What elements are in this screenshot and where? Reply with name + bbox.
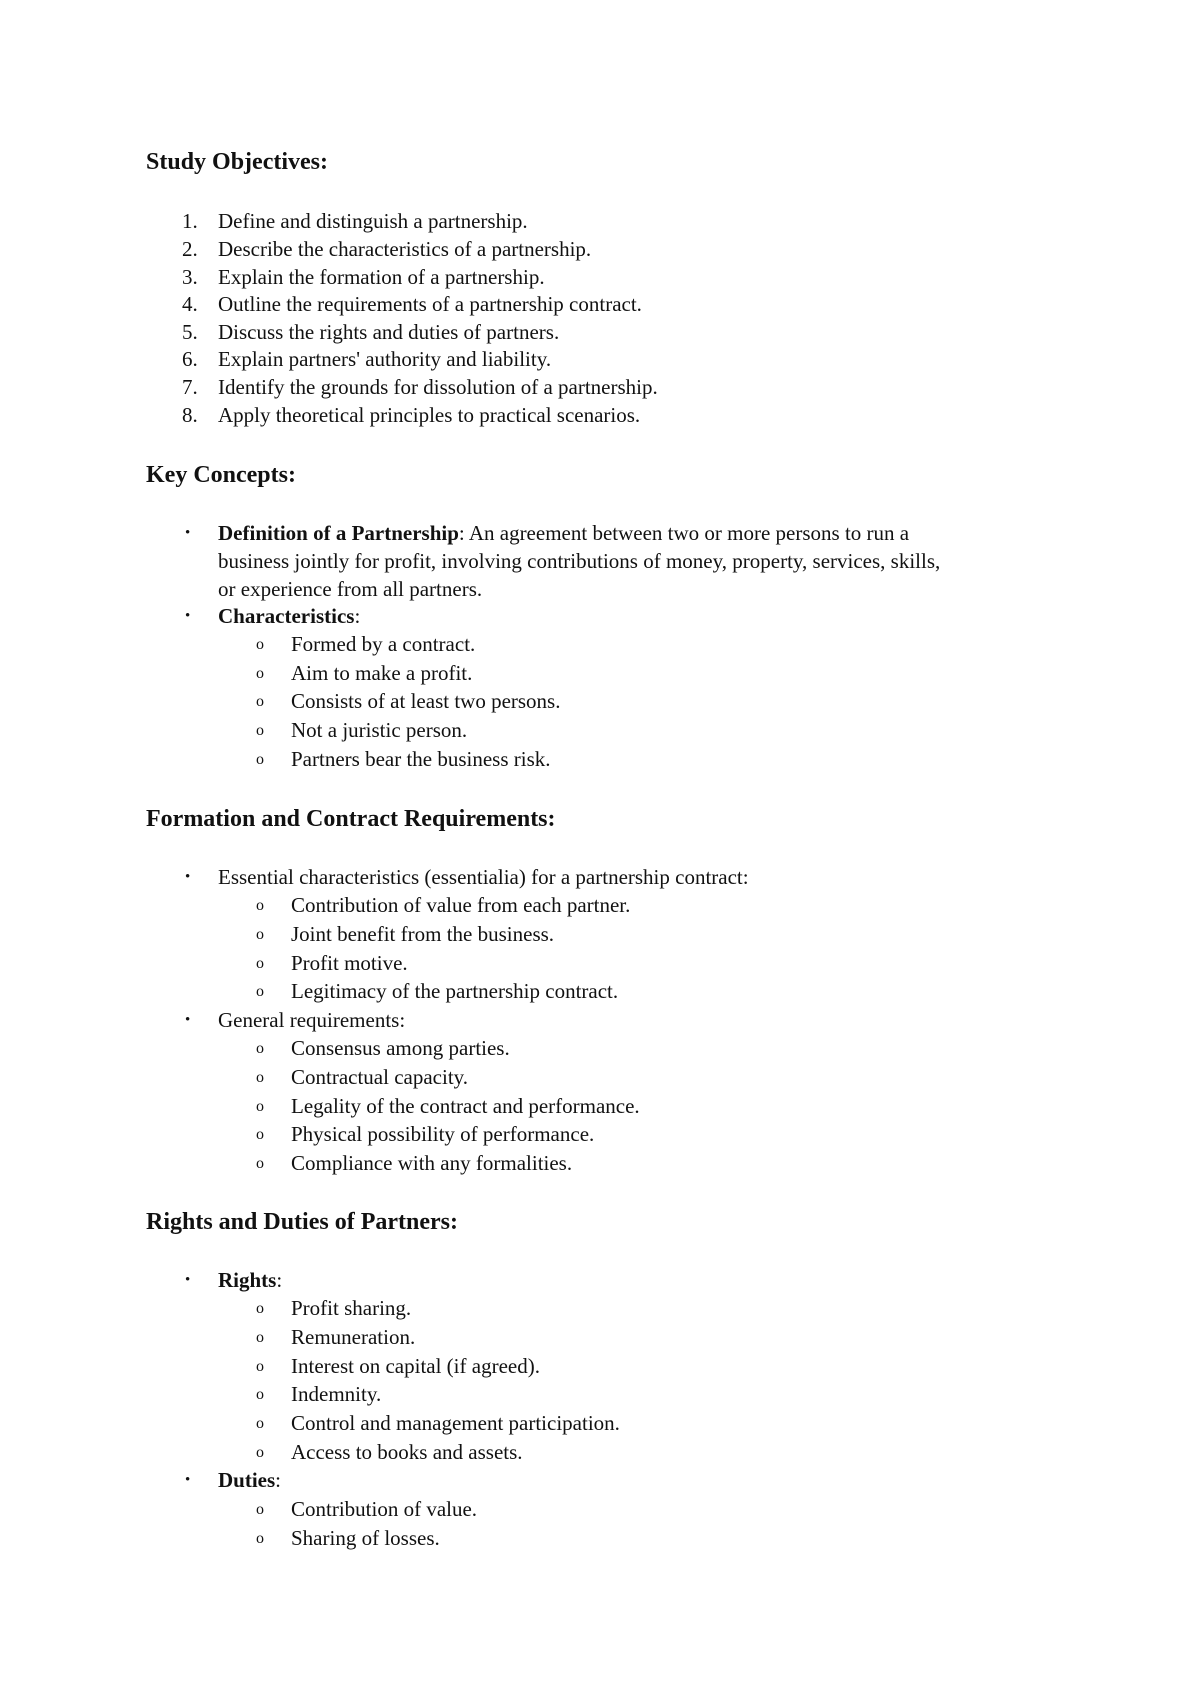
sub-bullet-icon: o <box>256 665 264 682</box>
objective-item: Apply theoretical principles to practical scenarios. <box>218 403 641 427</box>
objective-item: Describe the characteristics of a partnership. <box>218 237 592 261</box>
bullet-icon: • <box>185 869 191 885</box>
sub-bullet-icon: o <box>256 1358 264 1375</box>
definition-line <box>218 520 909 546</box>
list-number: 2. <box>182 237 198 261</box>
right-item: Profit sharing. <box>291 1296 412 1320</box>
characteristic-item: Partners bear the business risk. <box>291 747 551 771</box>
right-item: Access to books and assets. <box>291 1440 523 1464</box>
bullet-icon: • <box>185 1012 191 1028</box>
rights-label <box>218 1267 282 1293</box>
essential-label: Essential characteristics (essentialia) for a partnership contract: <box>218 865 749 889</box>
duties-label <box>218 1467 281 1493</box>
general-item: Legality of the contract and performance. <box>291 1094 640 1118</box>
sub-bullet-icon: o <box>256 926 264 943</box>
sub-bullet-icon: o <box>256 751 264 768</box>
right-item: Indemnity. <box>291 1382 382 1406</box>
characteristic-item: Consists of at least two persons. <box>291 689 561 713</box>
general-label: General requirements: <box>218 1008 406 1032</box>
sub-bullet-icon: o <box>256 897 264 914</box>
sub-bullet-icon: o <box>256 1329 264 1346</box>
definition-continuation: or experience from all partners. <box>218 577 483 601</box>
objective-item: Explain partners' authority and liability. <box>218 347 552 371</box>
sub-bullet-icon: o <box>256 983 264 1000</box>
essential-item: Legitimacy of the partnership contract. <box>291 979 619 1003</box>
sub-bullet-icon: o <box>256 1530 264 1547</box>
essential-item: Profit motive. <box>291 951 408 975</box>
objective-item: Define and distinguish a partnership. <box>218 209 528 233</box>
objective-item: Explain the formation of a partnership. <box>218 265 545 289</box>
bullet-icon: • <box>185 525 191 541</box>
sub-bullet-icon: o <box>256 1155 264 1172</box>
objective-item: Identify the grounds for dissolution of a partnership. <box>218 375 658 399</box>
characteristic-item: Not a juristic person. <box>291 718 468 742</box>
essential-item: Joint benefit from the business. <box>291 922 555 946</box>
colon: : <box>275 1468 282 1492</box>
sub-bullet-icon: o <box>256 1501 264 1518</box>
duty-item: Contribution of value. <box>291 1497 478 1521</box>
right-item: Remuneration. <box>291 1325 416 1349</box>
duty-item: Sharing of losses. <box>291 1526 440 1550</box>
bullet-icon: • <box>185 1472 191 1488</box>
sub-bullet-icon: o <box>256 636 264 653</box>
sub-bullet-icon: o <box>256 693 264 710</box>
characteristics-term: Characteristics <box>218 604 355 628</box>
objective-item: Discuss the rights and duties of partners. <box>218 320 560 344</box>
formation-heading: Formation and Contract Requirements: <box>146 806 556 832</box>
list-number: 1. <box>182 209 198 233</box>
bullet-icon: • <box>185 608 191 624</box>
list-number: 3. <box>182 265 198 289</box>
characteristic-item: Formed by a contract. <box>291 632 476 656</box>
rights-term: Rights <box>218 1268 277 1292</box>
study-objectives-heading: Study Objectives: <box>146 149 328 175</box>
colon: : <box>354 604 361 628</box>
colon: : <box>276 1268 283 1292</box>
sub-bullet-icon: o <box>256 722 264 739</box>
duties-term: Duties <box>218 1468 276 1492</box>
essential-item: Contribution of value from each partner. <box>291 893 631 917</box>
list-number: 7. <box>182 375 198 399</box>
rights-duties-heading: Rights and Duties of Partners: <box>146 1209 458 1235</box>
definition-continuation: business jointly for profit, involving contributions of money, property, services, skills, <box>218 549 941 573</box>
key-concepts-heading: Key Concepts: <box>146 462 296 488</box>
sub-bullet-icon: o <box>256 1444 264 1461</box>
sub-bullet-icon: o <box>256 1386 264 1403</box>
characteristics-label <box>218 603 360 629</box>
characteristic-item: Aim to make a profit. <box>291 661 473 685</box>
sub-bullet-icon: o <box>256 1300 264 1317</box>
general-item: Contractual capacity. <box>291 1065 469 1089</box>
sub-bullet-icon: o <box>256 1415 264 1432</box>
general-item: Consensus among parties. <box>291 1036 510 1060</box>
right-item: Control and management participation. <box>291 1411 620 1435</box>
general-item: Compliance with any formalities. <box>291 1151 573 1175</box>
sub-bullet-icon: o <box>256 1126 264 1143</box>
general-item: Physical possibility of performance. <box>291 1122 595 1146</box>
list-number: 6. <box>182 347 198 371</box>
right-item: Interest on capital (if agreed). <box>291 1354 540 1378</box>
definition-term: Definition of a Partnership <box>218 521 459 545</box>
list-number: 5. <box>182 320 198 344</box>
sub-bullet-icon: o <box>256 1098 264 1115</box>
sub-bullet-icon: o <box>256 955 264 972</box>
objective-item: Outline the requirements of a partnership contract. <box>218 292 642 316</box>
list-number: 8. <box>182 403 198 427</box>
sub-bullet-icon: o <box>256 1040 264 1057</box>
bullet-icon: • <box>185 1272 191 1288</box>
sub-bullet-icon: o <box>256 1069 264 1086</box>
definition-text: : An agreement between two or more persons to run a <box>458 521 910 545</box>
list-number: 4. <box>182 292 198 316</box>
